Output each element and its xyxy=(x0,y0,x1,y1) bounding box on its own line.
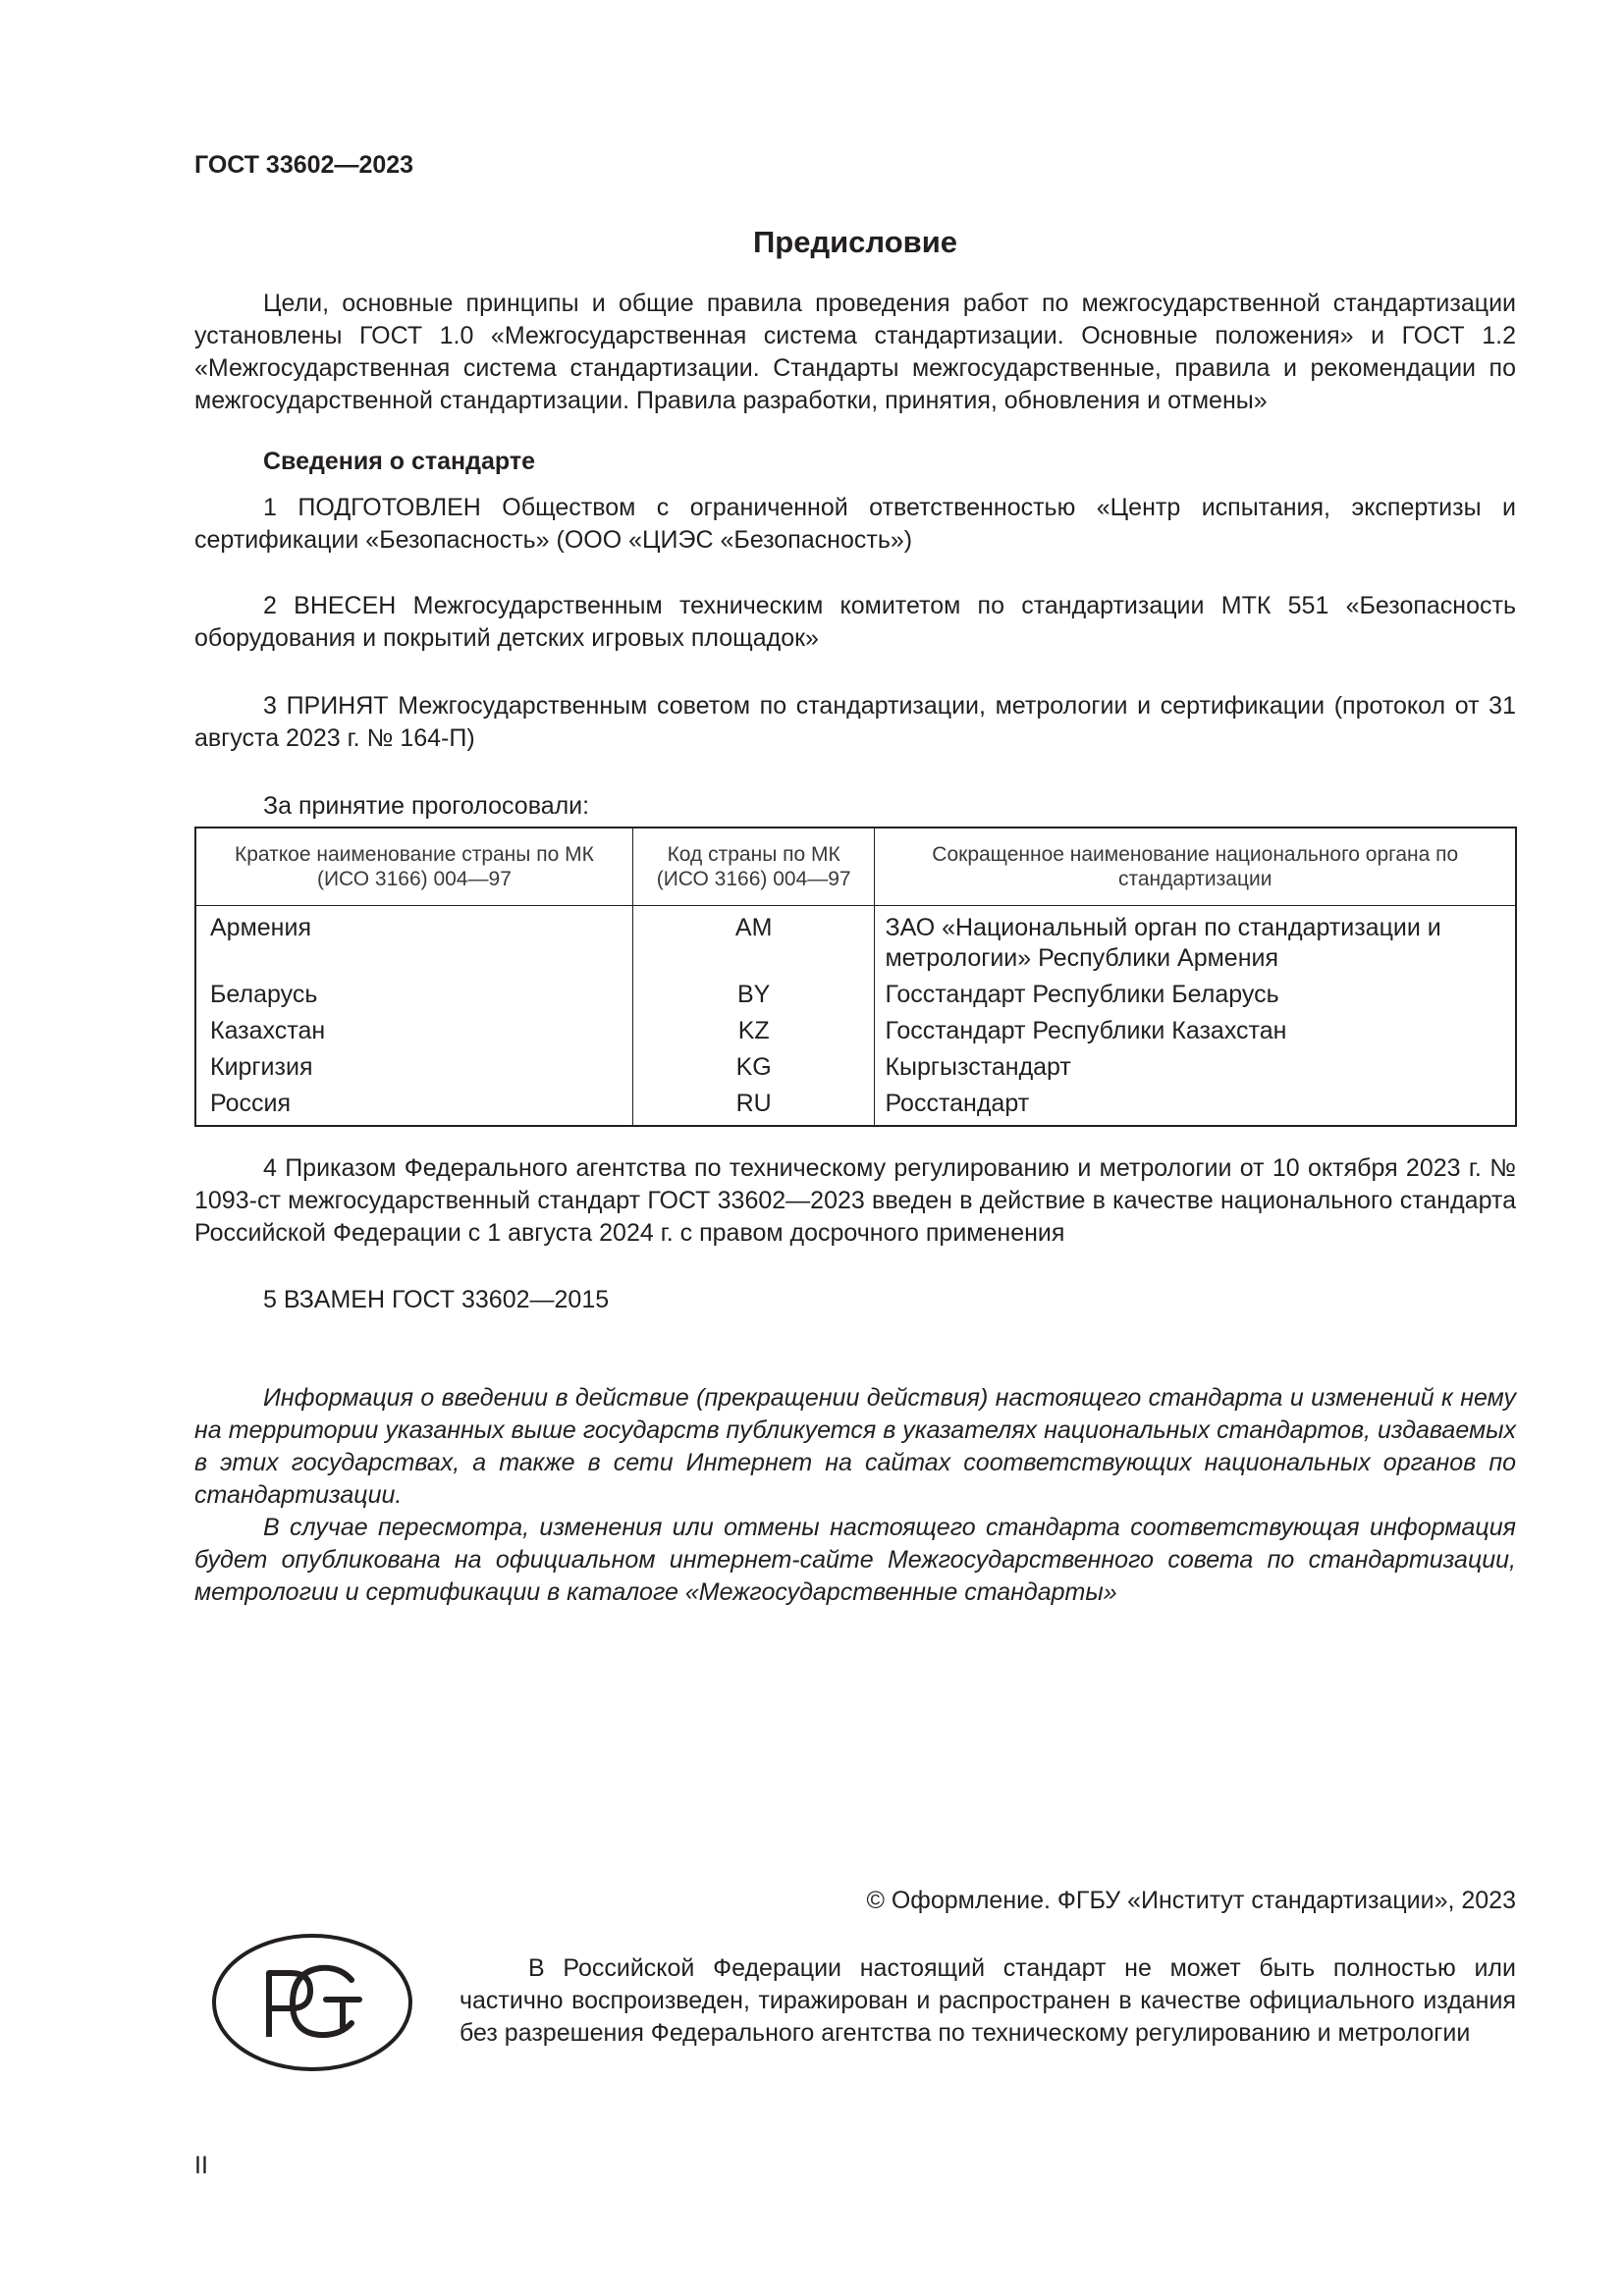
national-body: ЗАО «Национальный орган по стандартизации и метрологии» Республики Армения xyxy=(875,906,1516,975)
national-body: Госстандарт Республики Беларусь xyxy=(875,974,1516,1010)
copyright-line: © Оформление. ФГБУ «Институт стандартизации», 2023 xyxy=(866,1887,1516,1914)
header-country-name: Краткое наименование страны по МК (ИСО 3166) 004—97 xyxy=(195,828,632,906)
notice-section xyxy=(194,1382,1516,1609)
country-name: Россия xyxy=(210,1090,291,1117)
table-row xyxy=(195,1083,1516,1126)
gost-r-certification-logo-icon xyxy=(208,1929,416,2076)
voting-countries-table xyxy=(194,827,1517,1127)
document-id: ГОСТ 33602—2023 xyxy=(194,151,414,179)
item-1-prepared: 1 ПОДГОТОВЛЕН Обществом с ограниченной ответственностью «Центр испытания, экспертизы и сертификации «Безопасность» (ООО «ЦИЭС «Безопасность») xyxy=(194,494,1516,554)
legal-notice xyxy=(460,1952,1516,2050)
voted-label: За принятие проголосовали: xyxy=(263,792,590,820)
national-body: Росстандарт xyxy=(875,1083,1516,1126)
table-row xyxy=(195,1046,1516,1083)
country-code: BY xyxy=(632,974,875,1010)
country-code: RU xyxy=(632,1083,875,1126)
table-row xyxy=(195,1010,1516,1046)
country-code: KZ xyxy=(632,1010,875,1046)
legal-text: В Российской Федерации настоящий стандарт не может быть полностью или частично воспроизведен, тиражирован и распространен в качестве официального издания без разрешения Федерального агентства по техническому регулированию и метрологии xyxy=(460,1954,1516,2047)
country-name: Армения xyxy=(210,914,311,941)
table-header-row xyxy=(195,828,1516,906)
header-national-body: Сокращенное наименование национального органа по стандартизации xyxy=(875,828,1516,906)
item-4-order: 4 Приказом Федерального агентства по техническому регулированию и метрологии от 10 октября 2023 г. № 1093-ст межгосударственный стандарт ГОСТ 33602—2023 введен в действие в качестве национального стандарта Российской Федерации с 1 августа 2024 г. с правом досрочного применения xyxy=(194,1154,1516,1247)
notice-paragraph-1: Информация о введении в действие (прекращении действия) настоящего стандарта и изменений к нему на территории указанных выше государств публикуется в указателях национальных стандартов, издаваемых в этих государствах, а также в сети Интернет на сайтах соответствующих национальных органов по стандартизации. xyxy=(194,1384,1516,1509)
table-row xyxy=(195,906,1516,975)
header-country-code: Код страны по МК (ИСО 3166) 004—97 xyxy=(632,828,875,906)
item-5-replaces: 5 ВЗАМЕН ГОСТ 33602—2015 xyxy=(263,1286,610,1313)
item-2-submitted: 2 ВНЕСЕН Межгосударственным техническим комитетом по стандартизации МТК 551 «Безопасность оборудования и покрытий детских игровых площадок» xyxy=(194,592,1516,652)
notice-paragraph-2: В случае пересмотра, изменения или отмены настоящего стандарта соответствующая информация будет опубликована на официальном интернет-сайте Межгосударственного совета по стандартизации, метрологии и сертификации в каталоге «Межгосударственные стандарты» xyxy=(194,1514,1516,1606)
intro-paragraph: Цели, основные принципы и общие правила проведения работ по межгосударственной стандартизации установлены ГОСТ 1.0 «Межгосударственная система стандартизации. Основные положения» и ГОСТ 1.2 «Межгосударственная система стандартизации. Стандарты межгосударственные, правила и рекомендации по межгосударственной стандартизации. Правила разработки, принятия, обновления и отмены» xyxy=(194,290,1516,414)
country-name: Киргизия xyxy=(210,1053,313,1081)
national-body: Кыргызстандарт xyxy=(875,1046,1516,1083)
country-name: Беларусь xyxy=(210,981,318,1008)
item-3-adopted: 3 ПРИНЯТ Межгосударственным советом по стандартизации, метрологии и сертификации (протокол от 31 августа 2023 г. № 164-П) xyxy=(194,692,1516,752)
page-title: Предисловие xyxy=(752,225,957,259)
table-row xyxy=(195,974,1516,1010)
country-name: Казахстан xyxy=(210,1017,326,1044)
country-code: AM xyxy=(632,906,875,975)
standard-info-heading: Сведения о стандарте xyxy=(263,448,536,475)
page-number: II xyxy=(194,2152,208,2179)
national-body: Госстандарт Республики Казахстан xyxy=(875,1010,1516,1046)
country-code: KG xyxy=(632,1046,875,1083)
